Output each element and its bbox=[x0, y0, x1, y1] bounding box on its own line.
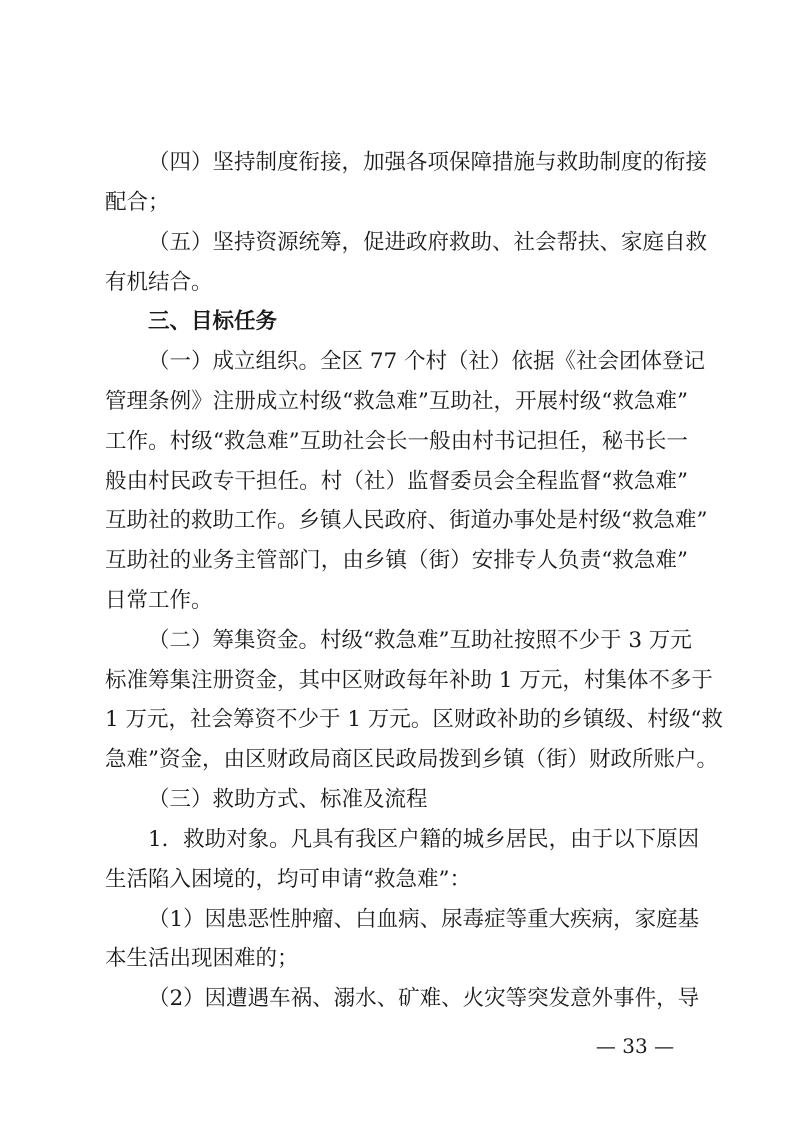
text-line: 配合； bbox=[105, 190, 170, 215]
text-line: （二）筹集资金。村级“救急难”互助社按照不少于 3 万元 bbox=[148, 628, 692, 653]
text-line: 标准筹集注册资金，其中区财政每年补助 1 万元，村集体不多于 bbox=[105, 668, 713, 693]
text-line: （一）成立组织。全区 77 个村（社）依据《社会团体登记 bbox=[148, 349, 706, 374]
text-line: 互助社的救助工作。乡镇人民政府、街道办事处是村级“救急难” bbox=[105, 508, 708, 533]
text-line: 1．救助对象。凡具有我区户籍的城乡居民，由于以下原因 bbox=[148, 827, 700, 852]
text-line: 本生活出现困难的； bbox=[105, 946, 299, 971]
text-line: （五）坚持资源统筹，促进政府救助、社会帮扶、家庭自救 bbox=[148, 230, 708, 255]
subsection-heading: （三）救助方式、标准及流程 bbox=[148, 787, 428, 812]
section-heading: 三、目标任务 bbox=[148, 309, 278, 334]
text-line: 日常工作。 bbox=[105, 588, 213, 613]
text-line: 工作。村级“救急难”互助社会长一般由村书记担任，秘书长一 bbox=[105, 429, 688, 454]
text-line: （四）坚持制度衔接，加强各项保障措施与救助制度的衔接 bbox=[148, 150, 708, 175]
text-line: 1 万元，社会筹资不少于 1 万元。区财政补助的乡镇级、村级“救 bbox=[105, 707, 723, 732]
text-line: 般由村民政专干担任。村（社）监督委员会全程监督“救急难” bbox=[105, 469, 688, 494]
page-number: — 33 — bbox=[595, 1034, 675, 1058]
text-line: （2）因遭遇车祸、溺水、矿难、火灾等突发意外事件，导 bbox=[148, 986, 700, 1011]
text-line: 管理条例》注册成立村级“救急难”互助社，开展村级“救急难” bbox=[105, 389, 688, 414]
text-line: 生活陷入困境的，均可申请“救急难”： bbox=[105, 867, 471, 892]
text-line: 互助社的业务主管部门，由乡镇（街）安排专人负责“救急难” bbox=[105, 548, 688, 573]
text-line: 有机结合。 bbox=[105, 270, 213, 295]
text-line: 急难”资金，由区财政局商区民政局拨到乡镇（街）财政所账户。 bbox=[105, 747, 718, 772]
text-line: （1）因患恶性肿瘤、白血病、尿毒症等重大疾病，家庭基 bbox=[148, 907, 700, 932]
